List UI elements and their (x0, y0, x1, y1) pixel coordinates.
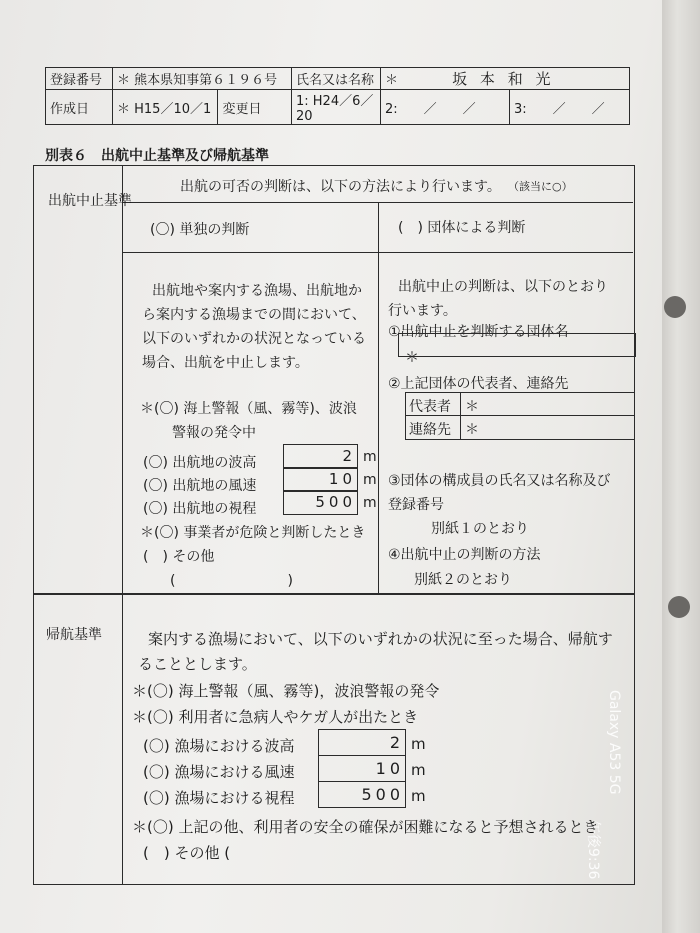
solo-header: (〇) 単独の判断 (150, 222, 250, 238)
ret-wind-label: (〇) 漁場における風速 (143, 763, 295, 781)
binder-hole-top (664, 296, 686, 318)
underlying-page-edge (662, 0, 700, 933)
option-column-divider (378, 202, 379, 593)
other-line: ( ) その他 (143, 549, 215, 565)
return-warn: ＊(〇) 海上警報（風、霧等)，波浪警報の発令 (132, 682, 440, 700)
operator-judge-line: ＊(〇) 事業者が危険と判断したとき (140, 525, 366, 541)
group-intro-2: 行います。 (388, 303, 457, 319)
rep-label: 代表者 (409, 399, 451, 415)
method-note: （該当に○） (508, 180, 573, 193)
dep-wave-value: 2 (342, 447, 356, 465)
name-label: 氏名又は名称 (292, 68, 381, 90)
ret-vis-value: 500 (361, 785, 404, 804)
group-header: ( ) 団体による判断 (398, 220, 526, 236)
group-q3a: ③団体の構成員の氏名又は名称及び (388, 473, 611, 489)
return-intro-2: ることとします。 (138, 655, 257, 673)
changed-label: 変更日 (218, 90, 292, 125)
name-value: 坂 本 和 光 (452, 70, 555, 88)
group-q4-value: 別紙２のとおり (414, 572, 512, 588)
created-value: ＊ H15／10／1 (113, 90, 218, 125)
warning-line-1: ＊(〇) 海上警報（風、霧等)、波浪 (140, 401, 357, 417)
ret-wave-label: (〇) 漁場における波高 (143, 737, 295, 755)
ret-wave-unit: m (411, 735, 426, 753)
created-label: 作成日 (46, 90, 113, 125)
rep-value: ＊ (465, 399, 479, 415)
warning-line-2: 警報の発令中 (172, 425, 256, 441)
dep-wind-label: (〇) 出航地の風速 (143, 478, 257, 494)
change-1: 1: H24／6／20 (292, 90, 381, 125)
change-3: 3: ／ ／ (510, 90, 630, 125)
label-column-divider (122, 165, 123, 885)
name-mark: ＊ (385, 73, 399, 88)
ret-wind-unit: m (411, 761, 426, 779)
ret-wind-value: 10 (375, 759, 404, 778)
ret-wave-value: 2 (389, 733, 404, 752)
group-q2: ②上記団体の代表者、連絡先 (388, 376, 569, 392)
group-q3-value: 別紙１のとおり (431, 521, 529, 537)
ret-vis-unit: m (411, 787, 426, 805)
binder-hole-bottom (668, 596, 690, 618)
section-title: 別表６ 出航中止基準及び帰航基準 (45, 148, 269, 164)
suspend-label: 出航中止基準 (48, 193, 132, 209)
dep-wind-unit: m (363, 472, 377, 488)
dep-wave-unit: m (363, 449, 377, 465)
group-name-mark: ＊ (405, 350, 419, 366)
name-cell (381, 68, 630, 90)
camera-watermark-time: 午後9:36 (585, 820, 601, 880)
ret-vis-label: (〇) 漁場における視程 (143, 789, 295, 807)
solo-intro-3: 以下のいずれかの状況となっている (142, 331, 366, 347)
row-divider (33, 593, 634, 595)
reg-no-label: 登録番号 (46, 68, 113, 90)
group-q1: ①出航中止を判断する団体名 (388, 324, 569, 340)
group-q3b: 登録番号 (388, 497, 444, 513)
group-name-box (398, 333, 636, 357)
dep-vis-unit: m (363, 495, 377, 511)
method-line: 出航の可否の判断は、以下の方法により行います。 (180, 179, 501, 195)
header-table (45, 67, 630, 125)
dep-wave-label: (〇) 出航地の波高 (143, 455, 257, 471)
group-q4: ④出航中止の判断の方法 (388, 547, 541, 563)
return-intro-1: 案内する漁場において、以下のいずれかの状況に至った場合、帰航す (148, 630, 613, 648)
contact-value: ＊ (465, 422, 479, 438)
dep-wind-value: 10 (328, 470, 356, 488)
rep-label-divider (460, 392, 461, 439)
return-label: 帰航基準 (46, 627, 102, 643)
camera-watermark-model: Galaxy A53 5G (606, 690, 622, 795)
return-other: ( ) その他 ( (143, 844, 231, 862)
other-paren: ( ) (170, 573, 293, 589)
group-intro-1: 出航中止の判断は、以下のとおり (398, 279, 608, 295)
change-2: 2: ／ ／ (381, 90, 510, 125)
return-sick: ＊(〇) 利用者に急病人やケガ人が出たとき (132, 708, 419, 726)
dep-vis-label: (〇) 出航地の視程 (143, 501, 257, 517)
return-safety: ＊(〇) 上記の他、利用者の安全の確保が困難になると予想されるとき (132, 818, 599, 836)
reg-no-value: ＊ 熊本県知事第６１９６号 (113, 68, 292, 90)
solo-intro-4: 場合、出航を中止します。 (142, 355, 309, 371)
contact-label: 連絡先 (409, 422, 451, 438)
dep-vis-value: 500 (315, 493, 356, 511)
solo-intro-2: ら案内する漁場までの間において、 (142, 307, 366, 323)
solo-intro-1: 出航地や案内する漁場、出航地か (152, 283, 362, 299)
